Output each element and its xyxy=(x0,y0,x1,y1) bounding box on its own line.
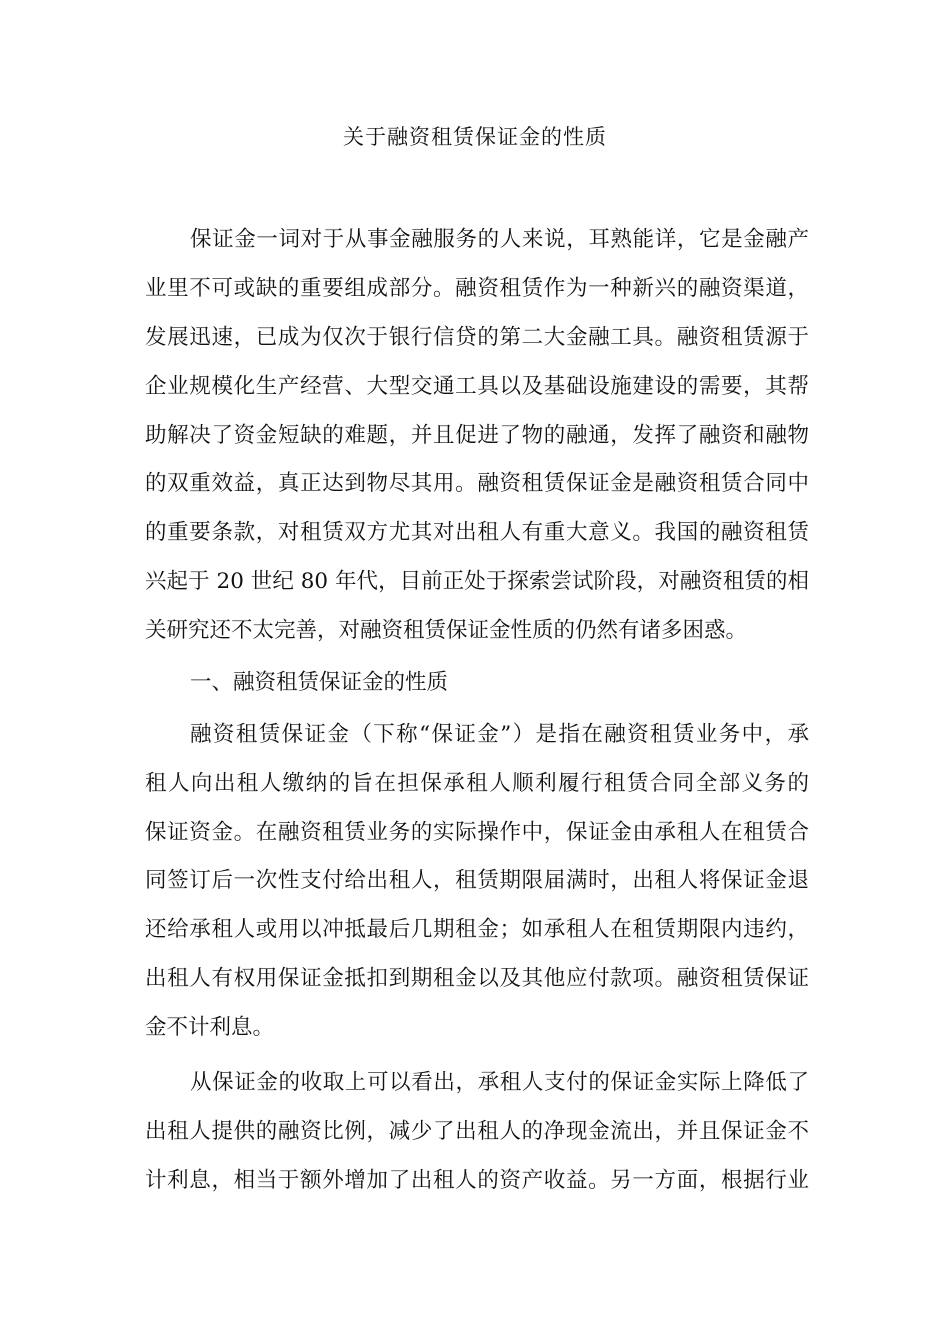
paragraph-2-line-6: 出租人有权用保证金抵扣到期租金以及其他应付款项。融资租赁保证 xyxy=(145,966,809,991)
paragraph-3-line-2: 出租人提供的融资比例，减少了出租人的净现金流出，并且保证金不 xyxy=(145,1119,809,1144)
paragraph-1-line-8: 兴起于 20 世纪 80 年代，目前正处于探索尝试阶段，对融资租赁的相 xyxy=(145,569,809,594)
paragraph-1-line-5: 助解决了资金短缺的难题，并且促进了物的融通，发挥了融资和融物 xyxy=(145,423,809,448)
paragraph-3-line-1: 从保证金的收取上可以看出，承租人支付的保证金实际上降低了 xyxy=(190,1070,809,1095)
document-title: 关于融资租赁保证金的性质 xyxy=(343,125,607,149)
paragraph-1-line-1: 保证金一词对于从事金融服务的人来说，耳熟能详，它是金融产 xyxy=(190,227,809,252)
paragraph-1-line-6: 的双重效益，真正达到物尽其用。融资租赁保证金是融资租赁合同中 xyxy=(145,471,809,496)
paragraph-2-line-3: 保证资金。在融资租赁业务的实际操作中，保证金由承租人在租赁合 xyxy=(145,820,809,845)
paragraph-1-line-3: 发展迅速，已成为仅次于银行信贷的第二大金融工具。融资租赁源于 xyxy=(145,325,809,350)
paragraph-1-line-7: 的重要条款，对租赁双方尤其对出租人有重大意义。我国的融资租赁 xyxy=(145,520,809,545)
section-heading: 一、融资租赁保证金的性质 xyxy=(190,670,449,695)
paragraph-2-line-5: 还给承租人或用以冲抵最后几期租金；如承租人在租赁期限内违约， xyxy=(145,917,809,942)
paragraph-1-line-2: 业里不可或缺的重要组成部分。融资租赁作为一种新兴的融资渠道， xyxy=(145,276,809,301)
paragraph-1-line-4: 企业规模化生产经营、大型交通工具以及基础设施建设的需要，其帮 xyxy=(145,374,809,399)
paragraph-1-line-9: 关研究还不太完善，对融资租赁保证金性质的仍然有诸多困惑。 xyxy=(145,618,748,643)
paragraph-2-line-2: 租人向出租人缴纳的旨在担保承租人顺利履行租赁合同全部义务的 xyxy=(145,771,809,796)
paragraph-2-line-7: 金不计利息。 xyxy=(145,1015,275,1040)
paragraph-3-line-3: 计利息，相当于额外增加了出租人的资产收益。另一方面，根据行业 xyxy=(145,1168,809,1193)
paragraph-2-line-4: 同签订后一次性支付给出租人，租赁期限届满时，出租人将保证金退 xyxy=(145,868,809,893)
paragraph-2-line-1: 融资租赁保证金（下称“保证金”）是指在融资租赁业务中，承 xyxy=(190,722,809,747)
